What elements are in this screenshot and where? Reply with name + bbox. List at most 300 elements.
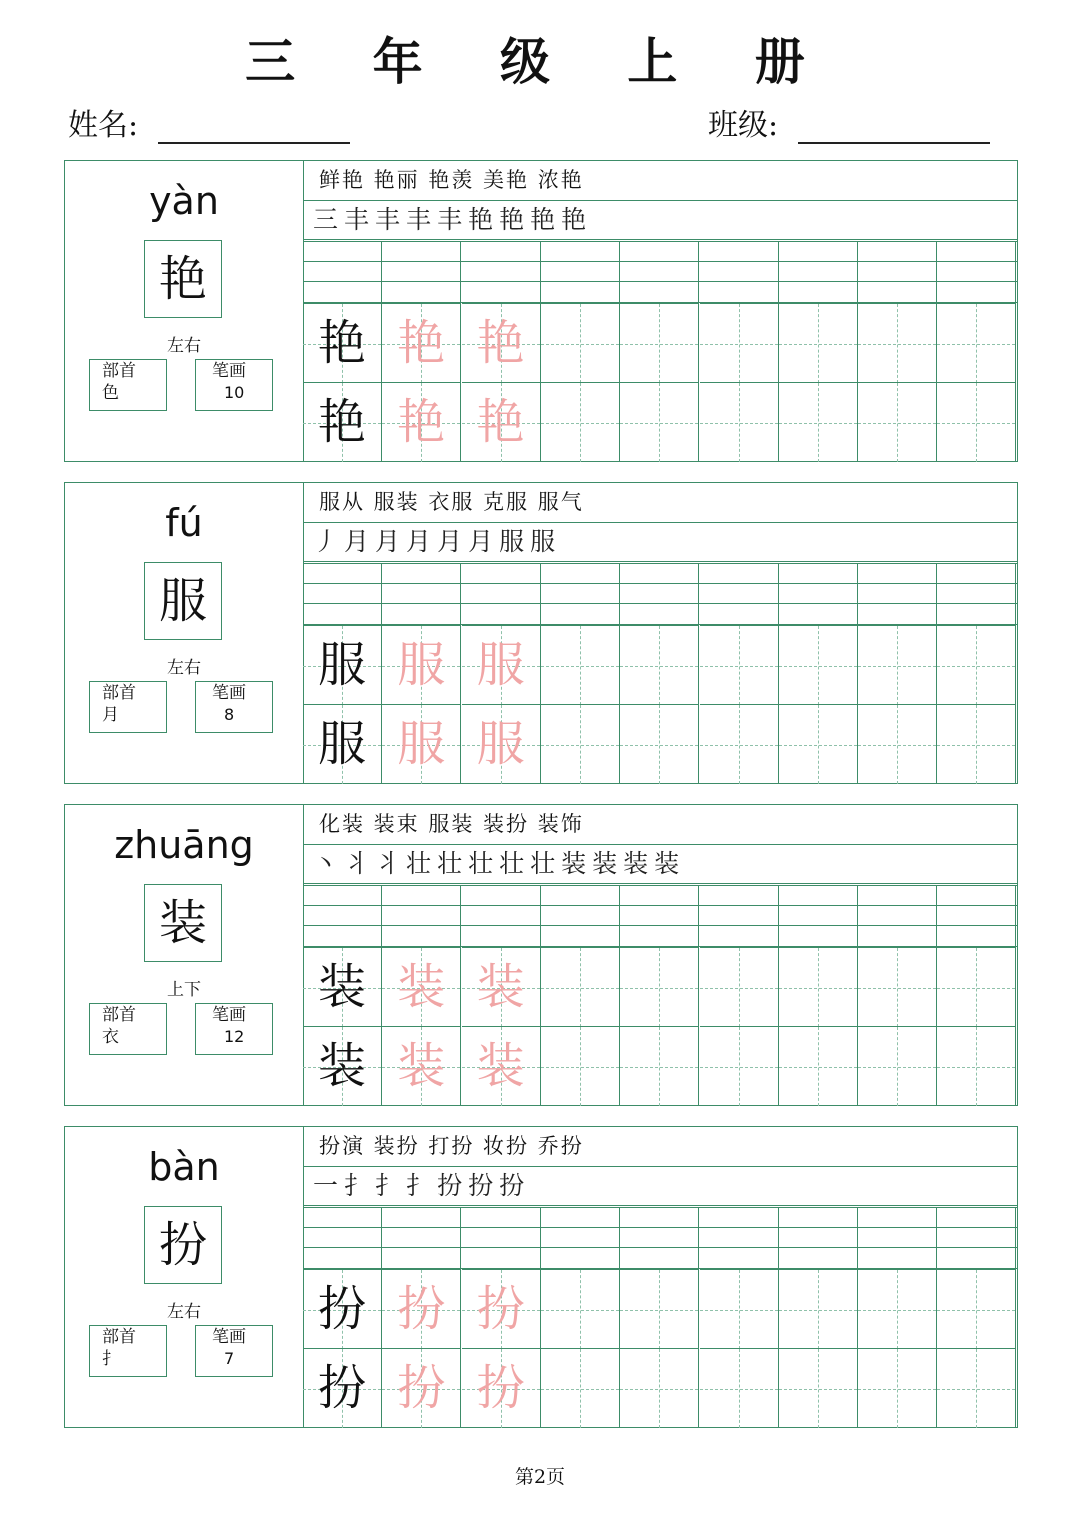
tianzige-cell[interactable] xyxy=(937,947,1016,1027)
stroke-count-label: 笔画 xyxy=(212,361,246,381)
tianzige-cell[interactable] xyxy=(620,1026,699,1106)
guide-dash xyxy=(541,988,619,989)
stroke-order-row xyxy=(303,523,1017,562)
tianzige-cell[interactable] xyxy=(382,1348,461,1428)
pinyin-guide-line xyxy=(303,261,1017,262)
model-character: 服 xyxy=(317,637,366,693)
guide-dash xyxy=(700,1310,778,1311)
practice-area xyxy=(303,805,1017,1105)
guide-dash xyxy=(620,423,698,424)
tianzige-cell[interactable] xyxy=(303,947,382,1027)
stroke-count-box xyxy=(195,1325,273,1377)
tianzige-cell[interactable] xyxy=(858,303,937,383)
pinyin-cell[interactable] xyxy=(858,563,937,625)
tianzige-cell[interactable] xyxy=(779,1026,858,1106)
guide-dash xyxy=(779,1067,857,1068)
stroke-step: 扌 xyxy=(344,1171,376,1200)
structure-label: 左右 xyxy=(167,336,201,356)
guide-dash xyxy=(937,423,1015,424)
tianzige-cell[interactable] xyxy=(462,704,541,784)
stroke-step: 艳 xyxy=(561,205,593,234)
tianzige-cell[interactable] xyxy=(620,1269,699,1349)
tianzige-cell[interactable] xyxy=(541,625,620,705)
stroke-order-row xyxy=(303,201,1017,240)
tianzige-cell[interactable] xyxy=(541,1348,620,1428)
trace-character: 装 xyxy=(476,1038,525,1094)
pinyin-guide-line xyxy=(303,281,1017,282)
stroke-count-box xyxy=(195,359,273,411)
pinyin-cell[interactable] xyxy=(303,241,382,303)
tianzige-cell[interactable] xyxy=(779,947,858,1027)
tianzige-cell[interactable] xyxy=(462,382,541,462)
guide-dash xyxy=(541,423,619,424)
guide-dash xyxy=(700,745,778,746)
pinyin-guide-line xyxy=(303,885,1017,886)
pinyin-cell[interactable] xyxy=(382,563,461,625)
pinyin-guide-line xyxy=(303,603,1017,604)
pinyin-cell[interactable] xyxy=(620,563,699,625)
stroke-count-label: 笔画 xyxy=(212,683,246,703)
tianzige-cell[interactable] xyxy=(303,1026,382,1106)
guide-dash xyxy=(700,344,778,345)
tianzige-cell[interactable] xyxy=(541,382,620,462)
character-info-panel xyxy=(65,161,304,461)
stroke-step: 扌 xyxy=(406,1171,438,1200)
example-words: 服从 服装 衣服 克服 服气 xyxy=(303,483,1017,523)
pinyin-cell[interactable] xyxy=(937,241,1016,303)
pinyin-cell[interactable] xyxy=(303,1207,382,1269)
guide-dash xyxy=(779,1310,857,1311)
stroke-step: 月 xyxy=(468,527,500,556)
pinyin-cell[interactable] xyxy=(700,241,779,303)
pinyin-cell[interactable] xyxy=(779,241,858,303)
trace-character: 装 xyxy=(476,959,525,1015)
pinyin-cell[interactable] xyxy=(858,1207,937,1269)
tianzige-cell[interactable] xyxy=(937,704,1016,784)
name-field[interactable] xyxy=(68,100,350,144)
character-card xyxy=(64,804,1018,1106)
tianzige-cell[interactable] xyxy=(937,303,1016,383)
tianzige-cell[interactable] xyxy=(700,382,779,462)
guide-dash xyxy=(858,423,936,424)
trace-character: 艳 xyxy=(476,394,525,450)
tianzige-row[interactable] xyxy=(303,303,1017,383)
tianzige-row[interactable] xyxy=(303,1026,1017,1106)
guide-dash xyxy=(700,1067,778,1068)
pinyin: fú xyxy=(165,501,203,545)
tianzige-cell[interactable] xyxy=(779,382,858,462)
pinyin-cell[interactable] xyxy=(779,1207,858,1269)
pinyin-cell[interactable] xyxy=(620,241,699,303)
stroke-count-label: 笔画 xyxy=(212,1327,246,1347)
pinyin-guide-line xyxy=(303,1227,1017,1228)
pinyin-writing-grid[interactable] xyxy=(303,563,1017,625)
tianzige-cell[interactable] xyxy=(303,704,382,784)
pinyin-guide-line xyxy=(303,1207,1017,1208)
pinyin-guide-line xyxy=(303,905,1017,906)
guide-dash xyxy=(779,988,857,989)
stroke-step: 丰 xyxy=(344,205,376,234)
class-field[interactable] xyxy=(708,100,990,144)
pinyin-cell[interactable] xyxy=(462,885,541,947)
example-words: 鲜艳 艳丽 艳羡 美艳 浓艳 xyxy=(303,161,1017,201)
pinyin-cell[interactable] xyxy=(382,241,461,303)
radical-value: 月 xyxy=(102,705,119,725)
tianzige-cell[interactable] xyxy=(620,303,699,383)
stroke-order-row xyxy=(303,845,1017,884)
model-character: 装 xyxy=(317,959,366,1015)
stroke-step: 月 xyxy=(344,527,376,556)
tianzige-cell[interactable] xyxy=(779,704,858,784)
guide-dash xyxy=(779,666,857,667)
pinyin-guide-line xyxy=(303,1247,1017,1248)
stroke-count-value: 12 xyxy=(224,1027,245,1046)
stroke-step: 丿 xyxy=(313,527,345,556)
tianzige-cell[interactable] xyxy=(937,1269,1016,1349)
pinyin: bàn xyxy=(148,1145,220,1189)
tianzige-cell[interactable] xyxy=(858,1348,937,1428)
character-box: 艳 xyxy=(144,240,222,318)
pinyin-cell[interactable] xyxy=(700,885,779,947)
guide-dash xyxy=(541,1067,619,1068)
stroke-step: 艳 xyxy=(468,205,500,234)
tianzige-cell[interactable] xyxy=(700,1269,779,1349)
trace-character: 扮 xyxy=(397,1360,446,1416)
model-character: 服 xyxy=(317,716,366,772)
guide-dash xyxy=(858,1310,936,1311)
tianzige-cell[interactable] xyxy=(858,1269,937,1349)
tianzige-cell[interactable] xyxy=(858,947,937,1027)
example-words: 扮演 装扮 打扮 妆扮 乔扮 xyxy=(303,1127,1017,1167)
tianzige-cell[interactable] xyxy=(462,625,541,705)
pinyin-cell[interactable] xyxy=(462,563,541,625)
stroke-step: 月 xyxy=(437,527,469,556)
guide-dash xyxy=(700,1389,778,1390)
tianzige-cell[interactable] xyxy=(382,303,461,383)
tianzige-cell[interactable] xyxy=(700,704,779,784)
pinyin-cell[interactable] xyxy=(541,1207,620,1269)
pinyin-cell[interactable] xyxy=(620,885,699,947)
tianzige-cell[interactable] xyxy=(303,382,382,462)
stroke-step: 壮 xyxy=(437,849,469,878)
pinyin-cell[interactable] xyxy=(541,885,620,947)
radical-label: 部首 xyxy=(102,683,136,703)
pinyin-cell[interactable] xyxy=(937,1207,1016,1269)
character-card xyxy=(64,160,1018,462)
pinyin-writing-grid[interactable] xyxy=(303,885,1017,947)
tianzige-cell[interactable] xyxy=(937,1348,1016,1428)
tianzige-cell[interactable] xyxy=(620,382,699,462)
tianzige-cell[interactable] xyxy=(937,625,1016,705)
guide-dash xyxy=(937,988,1015,989)
pinyin: yàn xyxy=(149,179,219,223)
stroke-step: 月 xyxy=(375,527,407,556)
stroke-step: 三 xyxy=(313,205,345,234)
pinyin-cell[interactable] xyxy=(462,1207,541,1269)
stroke-step: 壮 xyxy=(530,849,562,878)
guide-dash xyxy=(541,1389,619,1390)
trace-character: 服 xyxy=(397,716,446,772)
tianzige-cell[interactable] xyxy=(382,947,461,1027)
model-character: 装 xyxy=(317,1038,366,1094)
guide-dash xyxy=(779,344,857,345)
pinyin-cell[interactable] xyxy=(937,885,1016,947)
pinyin-guide-line xyxy=(303,241,1017,242)
tianzige-cell[interactable] xyxy=(858,1026,937,1106)
tianzige-cell[interactable] xyxy=(937,382,1016,462)
tianzige-row[interactable] xyxy=(303,1269,1017,1349)
tianzige-cell[interactable] xyxy=(541,1026,620,1106)
radical-label: 部首 xyxy=(102,1327,136,1347)
trace-character: 服 xyxy=(476,716,525,772)
radical-box xyxy=(89,1325,167,1377)
stroke-step: 壮 xyxy=(406,849,438,878)
guide-dash xyxy=(620,344,698,345)
radical-label: 部首 xyxy=(102,1005,136,1025)
guide-dash xyxy=(937,666,1015,667)
trace-character: 扮 xyxy=(476,1360,525,1416)
stroke-step: 月 xyxy=(406,527,438,556)
tianzige-cell[interactable] xyxy=(382,704,461,784)
tianzige-cell[interactable] xyxy=(858,625,937,705)
model-character: 艳 xyxy=(317,394,366,450)
guide-dash xyxy=(937,1067,1015,1068)
trace-character: 服 xyxy=(476,637,525,693)
tianzige-cell[interactable] xyxy=(303,303,382,383)
pinyin-writing-grid[interactable] xyxy=(303,241,1017,303)
tianzige-row[interactable] xyxy=(303,1348,1017,1428)
pinyin-cell[interactable] xyxy=(779,563,858,625)
radical-label: 部首 xyxy=(102,361,136,381)
pinyin-cell[interactable] xyxy=(303,885,382,947)
guide-dash xyxy=(541,745,619,746)
character-box: 服 xyxy=(144,562,222,640)
pinyin: zhuāng xyxy=(114,823,254,867)
guide-dash xyxy=(620,1067,698,1068)
class-label: 班级: xyxy=(708,108,779,143)
guide-dash xyxy=(937,745,1015,746)
pinyin-cell[interactable] xyxy=(858,885,937,947)
trace-character: 装 xyxy=(397,1038,446,1094)
tianzige-cell[interactable] xyxy=(303,1348,382,1428)
stroke-step: 丶 xyxy=(313,849,345,878)
character-card xyxy=(64,482,1018,784)
stroke-step: 扮 xyxy=(468,1171,500,1200)
character-box: 扮 xyxy=(144,1206,222,1284)
pinyin-cell[interactable] xyxy=(620,1207,699,1269)
pinyin-cell[interactable] xyxy=(700,1207,779,1269)
pinyin-cell[interactable] xyxy=(541,563,620,625)
stroke-step: 丬 xyxy=(375,849,407,878)
name-blank-line[interactable] xyxy=(158,106,350,144)
class-blank-line[interactable] xyxy=(798,106,990,144)
pinyin-cell[interactable] xyxy=(303,563,382,625)
tianzige-cell[interactable] xyxy=(303,625,382,705)
guide-dash xyxy=(858,1389,936,1390)
practice-area xyxy=(303,1127,1017,1427)
guide-dash xyxy=(858,745,936,746)
stroke-step: 丬 xyxy=(344,849,376,878)
tianzige-row[interactable] xyxy=(303,704,1017,784)
practice-area xyxy=(303,161,1017,461)
tianzige-cell[interactable] xyxy=(462,1269,541,1349)
page-number: 第2页 xyxy=(514,1466,566,1488)
radical-box xyxy=(89,681,167,733)
guide-dash xyxy=(858,666,936,667)
tianzige-cell[interactable] xyxy=(382,382,461,462)
tianzige-cell[interactable] xyxy=(382,1026,461,1106)
tianzige-cell[interactable] xyxy=(620,704,699,784)
tianzige-cell[interactable] xyxy=(620,1348,699,1428)
guide-dash xyxy=(541,666,619,667)
tianzige-row[interactable] xyxy=(303,947,1017,1027)
stroke-count-label: 笔画 xyxy=(212,1005,246,1025)
pinyin-cell[interactable] xyxy=(462,241,541,303)
tianzige-cell[interactable] xyxy=(303,1269,382,1349)
pinyin-guide-line xyxy=(303,583,1017,584)
character-card xyxy=(64,1126,1018,1428)
character-box: 装 xyxy=(144,884,222,962)
tianzige-cell[interactable] xyxy=(462,947,541,1027)
guide-dash xyxy=(858,1067,936,1068)
guide-dash xyxy=(700,988,778,989)
tianzige-cell[interactable] xyxy=(462,303,541,383)
guide-dash xyxy=(620,1310,698,1311)
stroke-count-value: 10 xyxy=(224,383,245,402)
tianzige-cell[interactable] xyxy=(541,1269,620,1349)
radical-box xyxy=(89,359,167,411)
tianzige-cell[interactable] xyxy=(779,303,858,383)
guide-dash xyxy=(937,1310,1015,1311)
stroke-step: 扌 xyxy=(375,1171,407,1200)
stroke-step: 装 xyxy=(592,849,624,878)
stroke-step: 丰 xyxy=(437,205,469,234)
pinyin-cell[interactable] xyxy=(382,885,461,947)
trace-character: 扮 xyxy=(476,1281,525,1337)
tianzige-cell[interactable] xyxy=(700,625,779,705)
stroke-step: 壮 xyxy=(468,849,500,878)
character-info-panel xyxy=(65,483,304,783)
tianzige-cell[interactable] xyxy=(620,625,699,705)
tianzige-cell[interactable] xyxy=(858,704,937,784)
stroke-step: 装 xyxy=(654,849,686,878)
guide-dash xyxy=(620,745,698,746)
model-character: 艳 xyxy=(317,315,366,371)
guide-dash xyxy=(937,1389,1015,1390)
guide-dash xyxy=(700,423,778,424)
tianzige-cell[interactable] xyxy=(541,947,620,1027)
trace-character: 扮 xyxy=(397,1281,446,1337)
character-info-panel xyxy=(65,1127,304,1427)
tianzige-cell[interactable] xyxy=(700,1348,779,1428)
pinyin-writing-grid[interactable] xyxy=(303,1207,1017,1269)
page-title: 三 年 级 上 册 xyxy=(245,32,835,91)
guide-dash xyxy=(541,344,619,345)
guide-dash xyxy=(700,666,778,667)
model-character: 扮 xyxy=(317,1281,366,1337)
pinyin-cell[interactable] xyxy=(937,563,1016,625)
trace-character: 服 xyxy=(397,637,446,693)
guide-dash xyxy=(779,1389,857,1390)
guide-dash xyxy=(541,1310,619,1311)
tianzige-cell[interactable] xyxy=(779,1269,858,1349)
character-info-panel xyxy=(65,805,304,1105)
example-words: 化装 装束 服装 装扮 装饰 xyxy=(303,805,1017,845)
name-label: 姓名: xyxy=(68,108,139,143)
structure-label: 左右 xyxy=(167,1302,201,1322)
pinyin-cell[interactable] xyxy=(858,241,937,303)
tianzige-row[interactable] xyxy=(303,625,1017,705)
trace-character: 艳 xyxy=(476,315,525,371)
tianzige-cell[interactable] xyxy=(462,1348,541,1428)
stroke-step: 丰 xyxy=(406,205,438,234)
tianzige-cell[interactable] xyxy=(779,625,858,705)
pinyin-guide-line xyxy=(303,563,1017,564)
tianzige-cell[interactable] xyxy=(937,1026,1016,1106)
tianzige-cell[interactable] xyxy=(700,947,779,1027)
tianzige-cell[interactable] xyxy=(541,704,620,784)
radical-value: 衣 xyxy=(102,1027,119,1047)
radical-box xyxy=(89,1003,167,1055)
pinyin-cell[interactable] xyxy=(779,885,858,947)
pinyin-guide-line xyxy=(303,925,1017,926)
stroke-count-value: 8 xyxy=(224,705,235,724)
stroke-step: 丰 xyxy=(375,205,407,234)
tianzige-cell[interactable] xyxy=(382,1269,461,1349)
stroke-step: 扮 xyxy=(437,1171,469,1200)
tianzige-cell[interactable] xyxy=(779,1348,858,1428)
pinyin-cell[interactable] xyxy=(541,241,620,303)
structure-label: 上下 xyxy=(167,980,201,1000)
stroke-order-row xyxy=(303,1167,1017,1206)
trace-character: 装 xyxy=(397,959,446,1015)
trace-character: 艳 xyxy=(397,394,446,450)
guide-dash xyxy=(779,745,857,746)
tianzige-cell[interactable] xyxy=(382,625,461,705)
practice-area xyxy=(303,483,1017,783)
pinyin-cell[interactable] xyxy=(700,563,779,625)
radical-value: 扌 xyxy=(102,1349,119,1369)
pinyin-cell[interactable] xyxy=(382,1207,461,1269)
stroke-count-value: 7 xyxy=(224,1349,235,1368)
stroke-step: 扮 xyxy=(499,1171,531,1200)
tianzige-cell[interactable] xyxy=(620,947,699,1027)
stroke-step: 艳 xyxy=(530,205,562,234)
tianzige-cell[interactable] xyxy=(700,303,779,383)
tianzige-cell[interactable] xyxy=(541,303,620,383)
stroke-step: 一 xyxy=(313,1171,345,1200)
structure-label: 左右 xyxy=(167,658,201,678)
trace-character: 艳 xyxy=(397,315,446,371)
guide-dash xyxy=(858,344,936,345)
stroke-step: 服 xyxy=(530,527,562,556)
stroke-count-box xyxy=(195,1003,273,1055)
stroke-step: 艳 xyxy=(499,205,531,234)
stroke-step: 装 xyxy=(623,849,655,878)
guide-dash xyxy=(620,1389,698,1390)
tianzige-row[interactable] xyxy=(303,382,1017,462)
stroke-step: 壮 xyxy=(499,849,531,878)
tianzige-cell[interactable] xyxy=(462,1026,541,1106)
tianzige-cell[interactable] xyxy=(700,1026,779,1106)
guide-dash xyxy=(620,666,698,667)
stroke-step: 装 xyxy=(561,849,593,878)
guide-dash xyxy=(937,344,1015,345)
guide-dash xyxy=(858,988,936,989)
tianzige-cell[interactable] xyxy=(858,382,937,462)
guide-dash xyxy=(620,988,698,989)
stroke-count-box xyxy=(195,681,273,733)
